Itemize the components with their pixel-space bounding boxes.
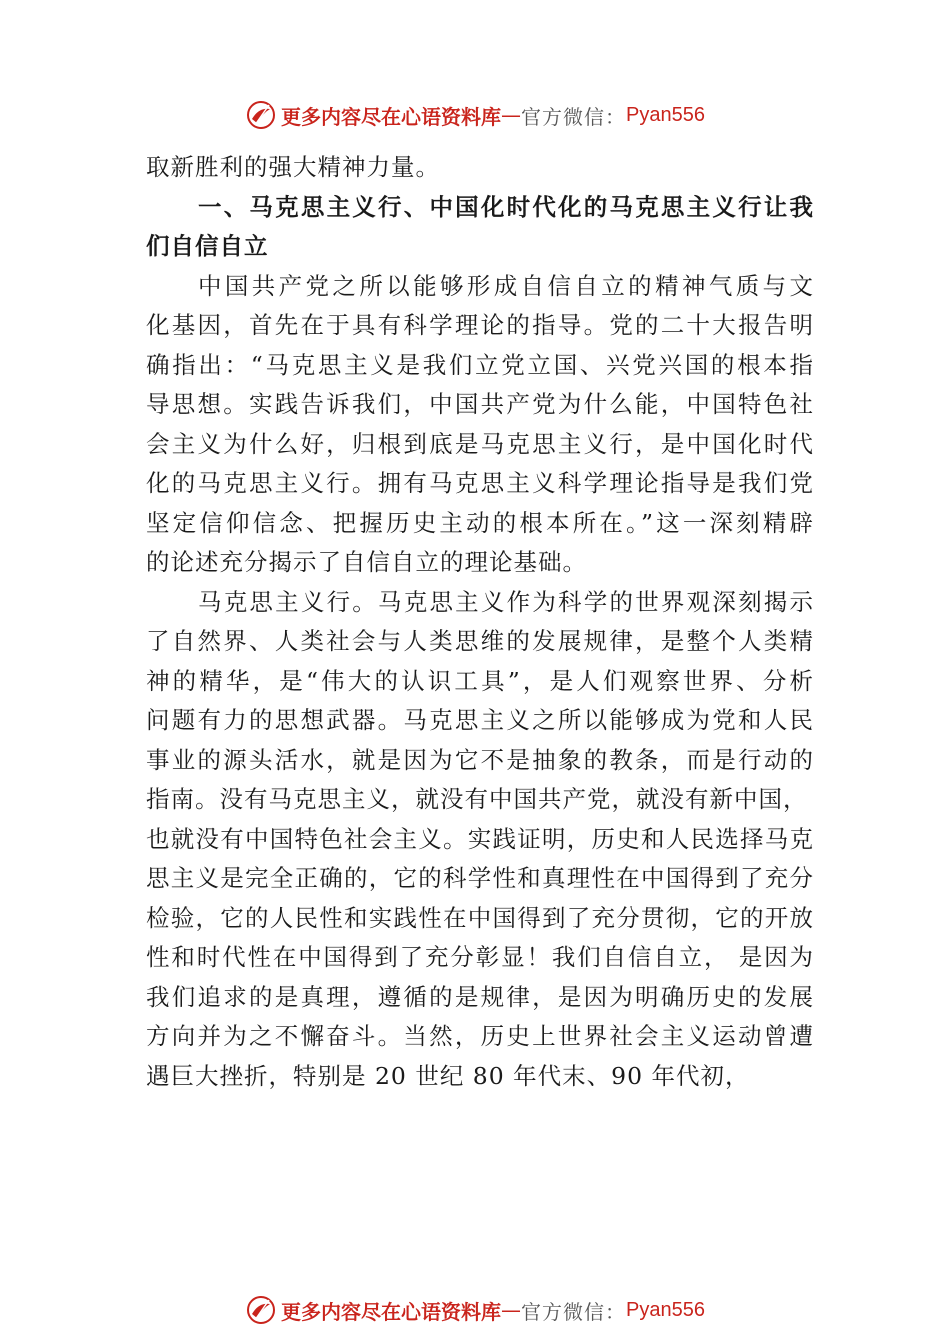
watermark-site: 更多内容尽在心语资料库	[281, 1299, 502, 1324]
text-line: 取新胜利的强大精神力量。	[146, 153, 440, 181]
text-line: 性和时代性在中国得到了充分彰显！我们自信自立， 是因为	[146, 943, 814, 971]
watermark-separator: —	[501, 103, 522, 127]
text-line: 思主义是完全正确的，它的科学性和真理性在中国得到了充分	[146, 864, 814, 892]
logo-icon	[245, 99, 277, 131]
watermark-site: 更多内容尽在心语资料库	[281, 104, 502, 129]
section-heading-line: 们自信自立	[146, 232, 269, 260]
text-line: 指南。没有马克思主义，就没有中国共产党，就没有新中国，	[146, 785, 808, 813]
text-line: 化基因，首先在于具有科学理论的指导。党的二十大报告明	[146, 311, 814, 339]
watermark-label: 官方微信：	[521, 1299, 627, 1324]
text-line: 坚定信仰信念、把握历史主动的根本所在。”这一深刻精辟	[146, 508, 814, 537]
text-line: 检验，它的人民性和实践性在中国得到了充分贯彻，它的开放	[146, 903, 814, 932]
logo-icon	[245, 1294, 277, 1326]
text-line: 确指出：“马克思主义是我们立党立国、兴党兴国的根本指	[146, 350, 814, 379]
text-line: 会主义为什么好，归根到底是马克思主义行，是中国化时代	[146, 429, 814, 458]
text-line: 导思想。实践告诉我们，中国共产党为什么能，中国特色社	[146, 390, 814, 418]
text-line: 中国共产党之所以能够形成自信自立的精神气质与文	[198, 271, 814, 300]
watermark-separator: —	[501, 1298, 522, 1322]
text-line: 马克思主义行。马克思主义作为科学的世界观深刻揭示	[198, 587, 814, 616]
text-line: 方向并为之不懈奋斗。当然，历史上世界社会主义运动曾遭	[146, 1022, 814, 1050]
text-line: 也就没有中国特色社会主义。实践证明，历史和人民选择马克	[146, 824, 814, 853]
text-line: 的论述充分揭示了自信自立的理论基础。	[146, 548, 587, 576]
section-heading-line: 一、马克思主义行、中国化时代化的马克思主义行让我	[198, 192, 814, 221]
text-line: 问题有力的思想武器。马克思主义之所以能够成为党和人民	[146, 706, 814, 734]
text-line: 化的马克思主义行。拥有马克思主义科学理论指导是我们党	[146, 469, 814, 497]
header-watermark	[0, 95, 950, 135]
text-line: 神的精华，是“伟大的认识工具”，是人们观察世界、分析	[146, 666, 814, 695]
footer-watermark	[0, 1290, 950, 1330]
text-line: 我们追求的是真理，遵循的是规律，是因为明确历史的发展	[146, 982, 814, 1011]
text-line: 了自然界、人类社会与人类思维的发展规律，是整个人类精	[146, 627, 814, 655]
text-line: 事业的源头活水，就是因为它不是抽象的教条，而是行动的	[146, 745, 814, 774]
text-line: 遇巨大挫折，特别是 20 世纪 80 年代末、90 年代初，	[146, 1061, 750, 1090]
watermark-account: Pyan556	[626, 1298, 705, 1321]
watermark-label: 官方微信：	[521, 104, 627, 129]
document-body	[146, 148, 814, 1096]
watermark-account: Pyan556	[626, 103, 705, 126]
